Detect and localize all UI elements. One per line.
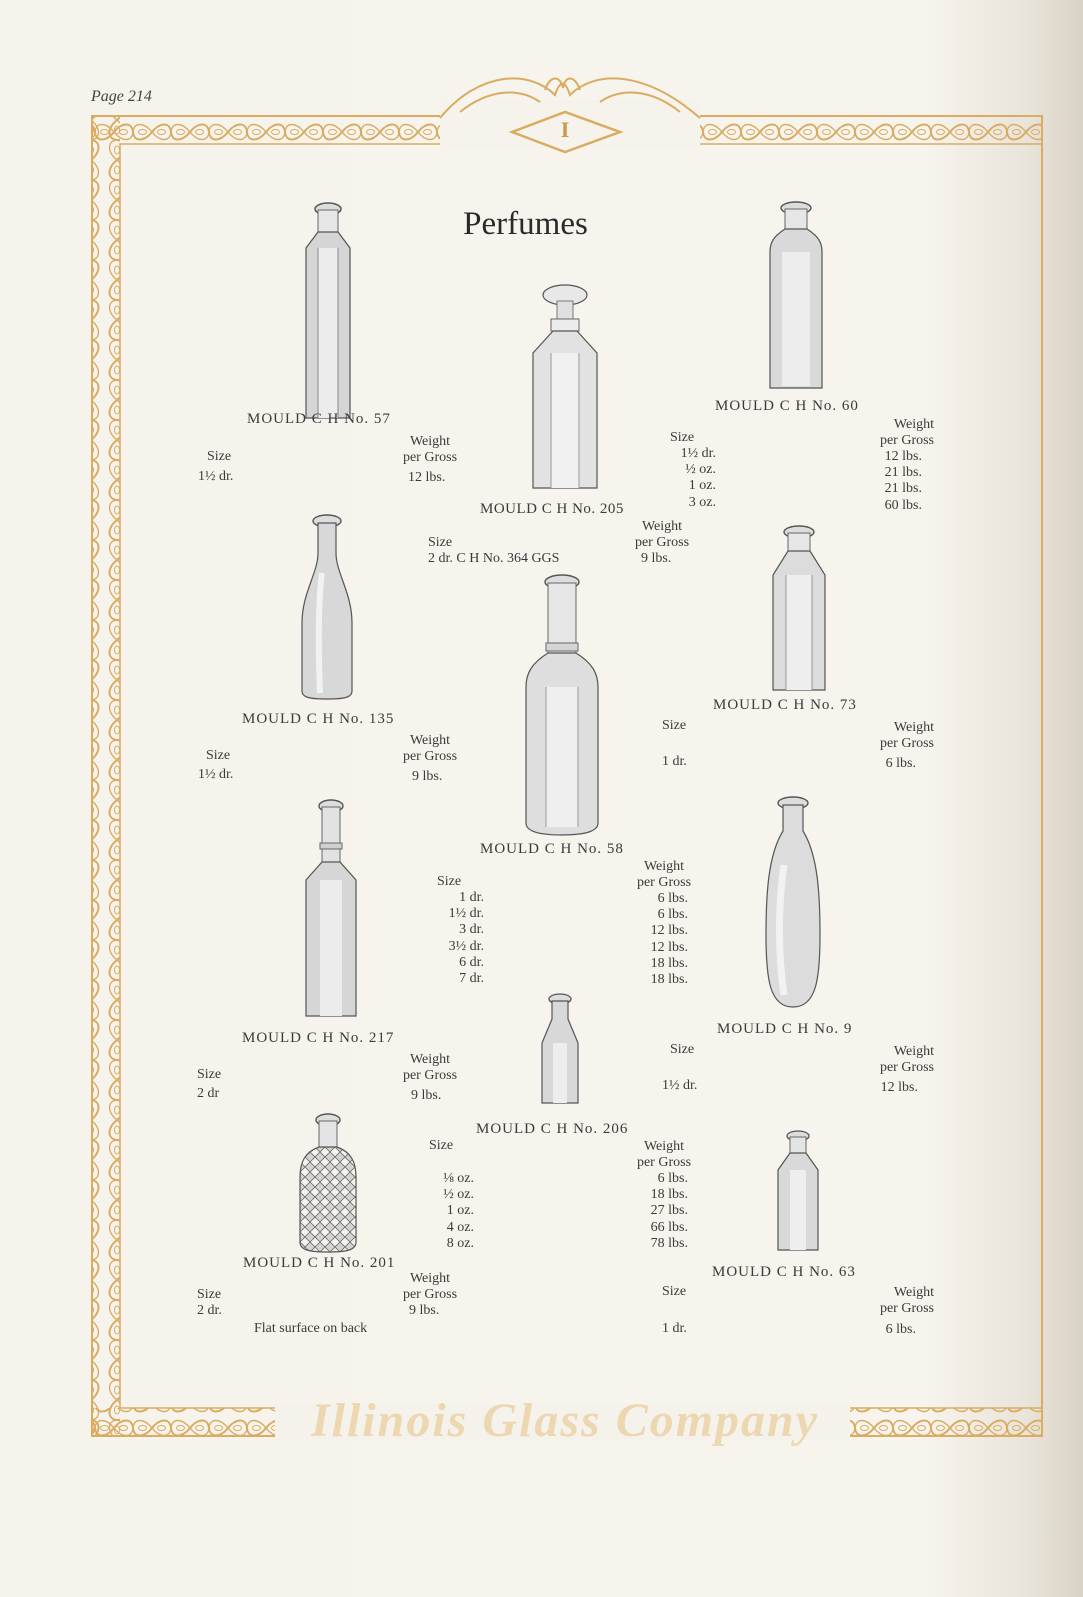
ch9-weight-label: Weight per Gross: [879, 1044, 934, 1075]
ch73-size-0: 1 dr.: [662, 754, 687, 769]
ch206-sizes: ⅛ oz. ½ oz. 1 oz. 4 oz. 8 oz.: [443, 1171, 474, 1251]
ch58-size-label: Size: [437, 874, 462, 889]
ch63-size-label: Size: [662, 1284, 687, 1299]
ch60-size-label: Size: [670, 430, 695, 445]
bottle-ch58-illustration: [518, 573, 606, 838]
ch135-size-label: Size: [206, 748, 231, 763]
ch201-size-0: 2 dr.: [197, 1303, 222, 1318]
mould-ch205: MOULD C H No. 205: [480, 501, 624, 517]
ch206-weights: 6 lbs. 18 lbs. 27 lbs. 66 lbs. 78 lbs.: [650, 1171, 688, 1251]
bottle-ch63-illustration: [774, 1130, 822, 1255]
mould-ch63: MOULD C H No. 63: [712, 1264, 856, 1280]
mould-ch201: MOULD C H No. 201: [243, 1255, 396, 1271]
ch60-sizes: 1½ dr. ½ oz. 1 oz. 3 oz.: [680, 446, 716, 510]
bottle-ch205-illustration: [525, 283, 605, 498]
ch60-weight-label: Weight per Gross: [879, 417, 934, 448]
page-title: Perfumes: [463, 206, 588, 242]
mould-ch206: MOULD C H No. 206: [476, 1121, 629, 1137]
bottle-ch206-illustration: [537, 993, 583, 1108]
ch201-size-label: Size: [197, 1287, 222, 1302]
ch201-weight-0: 9 lbs.: [409, 1303, 440, 1318]
ch135-weight-0: 9 lbs.: [412, 769, 443, 784]
mould-ch58: MOULD C H No. 58: [480, 841, 624, 857]
ch58-weights: 6 lbs. 6 lbs. 12 lbs. 12 lbs. 18 lbs. 18 lbs.: [650, 891, 688, 987]
ch205-weight-label: Weight per Gross: [634, 519, 690, 550]
bottle-ch9-illustration: [762, 795, 824, 1015]
ch9-size-label: Size: [670, 1042, 695, 1057]
ch217-size-label: Size: [197, 1067, 222, 1082]
footer-brand: Illinois Glass Company: [310, 1394, 820, 1447]
ch9-weight-0: 12 lbs.: [880, 1080, 918, 1095]
ch206-size-label: Size: [429, 1138, 454, 1153]
mould-ch135: MOULD C H No. 135: [242, 711, 395, 727]
ch135-weight-label: Weight per Gross: [402, 733, 458, 764]
ch9-size-0: 1½ dr.: [662, 1078, 698, 1093]
ch57-weight-0: 12 lbs.: [408, 470, 446, 485]
ch135-size-0: 1½ dr.: [198, 767, 234, 782]
bottle-ch135-illustration: [298, 513, 356, 703]
ch201-note: Flat surface on back: [254, 1321, 368, 1336]
mould-ch73: MOULD C H No. 73: [713, 697, 857, 713]
ch63-size-0: 1 dr.: [662, 1321, 687, 1336]
ch57-size-label: Size: [207, 449, 232, 464]
ch205-weight-0: 9 lbs.: [641, 551, 672, 566]
ch57-weight-label: Weight per Gross: [402, 434, 458, 465]
ch73-weight-0: 6 lbs.: [885, 756, 916, 771]
mould-ch57: MOULD C H No. 57: [247, 411, 391, 427]
crest-emblem: I: [560, 117, 570, 142]
ch217-weight-label: Weight per Gross: [402, 1052, 458, 1083]
mould-ch9: MOULD C H No. 9: [717, 1021, 853, 1037]
bottle-ch57-illustration: [300, 200, 356, 425]
ch73-size-label: Size: [662, 718, 687, 733]
ch73-weight-label: Weight per Gross: [879, 720, 934, 751]
ch205-size-label: Size: [428, 535, 453, 550]
mould-ch217: MOULD C H No. 217: [242, 1030, 395, 1046]
ch217-weight-0: 9 lbs.: [411, 1088, 442, 1103]
ch60-weights: 12 lbs. 21 lbs. 21 lbs. 60 lbs.: [884, 449, 922, 513]
ch57-size-0: 1½ dr.: [198, 469, 234, 484]
page-number: Page 214: [91, 88, 152, 105]
bottle-ch217-illustration: [300, 798, 362, 1023]
bottle-ch73-illustration: [768, 525, 830, 697]
ch205-size-0: 2 dr. C H No. 364 GGS: [428, 551, 560, 566]
ch58-weight-label: Weight per Gross: [636, 859, 692, 890]
ch217-size-0: 2 dr: [197, 1086, 220, 1101]
mould-ch60: MOULD C H No. 60: [715, 398, 859, 414]
ch58-sizes: 1 dr. 1½ dr. 3 dr. 3½ dr. 6 dr. 7 dr.: [448, 890, 484, 986]
bottle-ch60-illustration: [766, 200, 826, 395]
ch63-weight-label: Weight per Gross: [879, 1285, 934, 1316]
ch201-weight-label: Weight per Gross: [402, 1271, 458, 1302]
ch63-weight-0: 6 lbs.: [885, 1322, 916, 1337]
bottle-ch201-illustration: [295, 1112, 361, 1257]
ch206-weight-label: Weight per Gross: [636, 1139, 692, 1170]
